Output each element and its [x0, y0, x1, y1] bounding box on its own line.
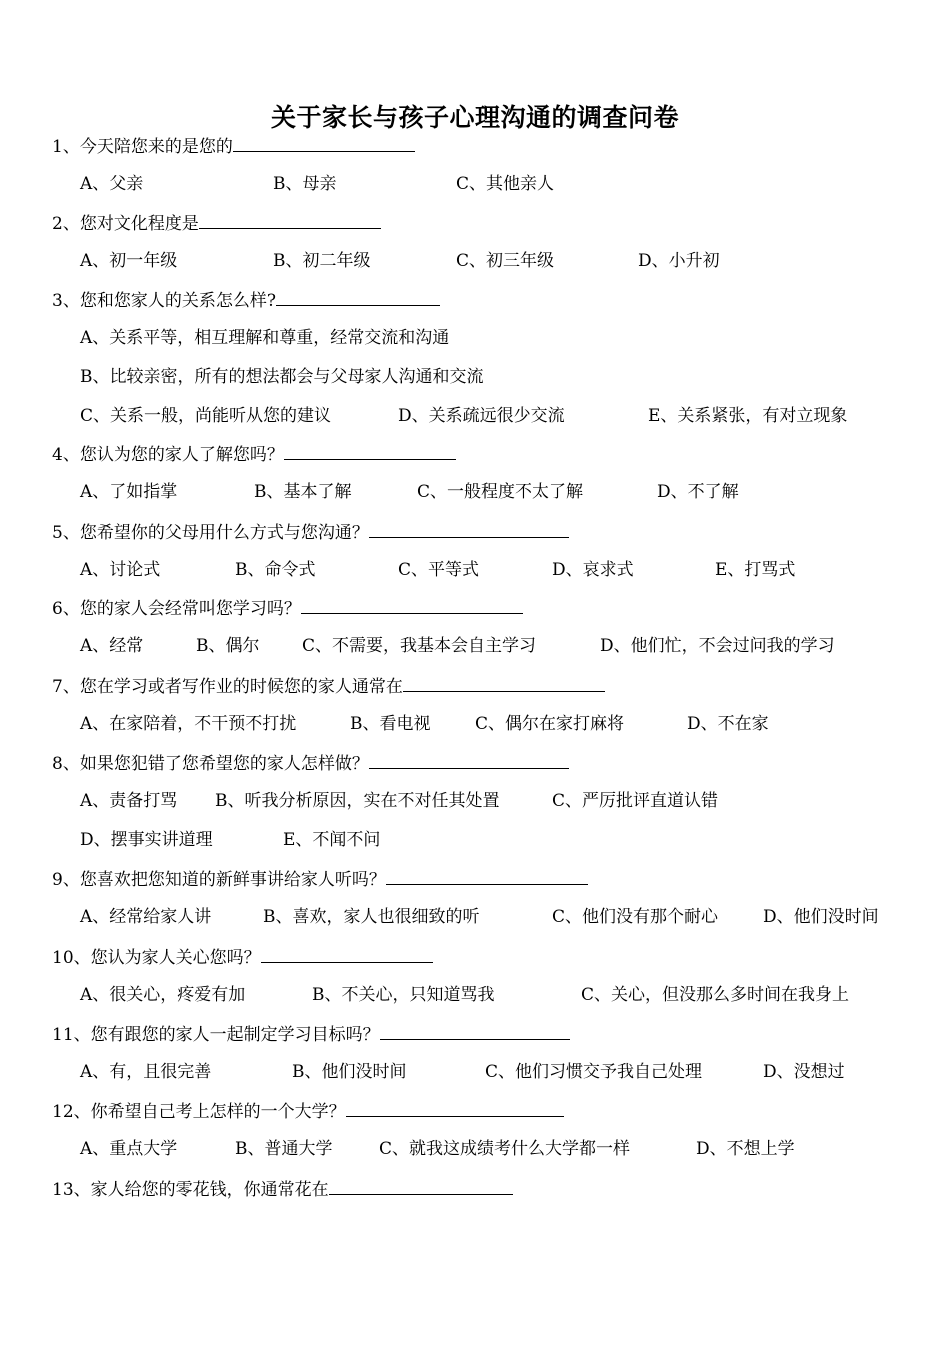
- option-row: [0, 713, 950, 735]
- question-8: [52, 752, 569, 775]
- option-item[interactable]: A、讨论式: [80, 560, 161, 580]
- question-10: [52, 946, 433, 969]
- question-6: [52, 597, 523, 620]
- option-item[interactable]: E、不闻不问: [283, 830, 381, 850]
- question-3: [52, 289, 440, 312]
- option-row: [0, 481, 950, 503]
- question-1: [52, 135, 415, 158]
- option-item[interactable]: B、命令式: [235, 560, 316, 580]
- option-item[interactable]: C、其他亲人: [456, 174, 555, 194]
- option-row: [0, 906, 950, 928]
- answer-blank[interactable]: [369, 752, 569, 769]
- question-7: [52, 675, 605, 698]
- option-item[interactable]: A、在家陪着，不干预不打扰: [80, 714, 297, 734]
- option-row: [0, 327, 950, 349]
- option-item[interactable]: A、关系平等，相互理解和尊重，经常交流和沟通: [80, 328, 450, 348]
- question-text: 6、您的家人会经常叫您学习吗？: [52, 599, 301, 619]
- option-item[interactable]: C、他们习惯交予我自己处理: [485, 1062, 703, 1082]
- answer-blank[interactable]: [199, 212, 381, 229]
- question-text: 13、家人给您的零花钱，你通常花在: [52, 1180, 329, 1200]
- option-item[interactable]: C、不需要，我基本会自主学习: [302, 636, 537, 656]
- answer-blank[interactable]: [233, 135, 415, 152]
- option-item[interactable]: C、平等式: [398, 560, 480, 580]
- option-item[interactable]: E、关系紧张，有对立现象: [648, 406, 848, 426]
- option-item[interactable]: B、他们没时间: [292, 1062, 407, 1082]
- option-item[interactable]: D、哀求式: [552, 560, 634, 580]
- option-item[interactable]: A、责备打骂: [80, 791, 178, 811]
- question-text: 11、您有跟您的家人一起制定学习目标吗？: [52, 1025, 380, 1045]
- option-item[interactable]: A、经常给家人讲: [80, 907, 212, 927]
- option-item[interactable]: B、听我分析原因，实在不对任其处置: [215, 791, 500, 811]
- question-text: 10、您认为家人关心您吗？: [52, 948, 261, 968]
- option-row: [0, 635, 950, 657]
- option-row: [0, 250, 950, 272]
- question-text: 8、如果您犯错了您希望您的家人怎样做？: [52, 754, 369, 774]
- option-item[interactable]: B、喜欢，家人也很细致的听: [263, 907, 480, 927]
- option-row: [0, 984, 950, 1006]
- question-9: [52, 868, 588, 891]
- option-item[interactable]: A、重点大学: [80, 1139, 178, 1159]
- option-item[interactable]: B、看电视: [350, 714, 431, 734]
- answer-blank[interactable]: [276, 289, 440, 306]
- question-4: [52, 443, 456, 466]
- option-item[interactable]: C、关系一般，尚能听从您的建议: [80, 406, 332, 426]
- option-item[interactable]: A、很关心，疼爱有加: [80, 985, 246, 1005]
- answer-blank[interactable]: [386, 868, 588, 885]
- option-item[interactable]: C、一般程度不太了解: [417, 482, 584, 502]
- option-item[interactable]: D、关系疏远很少交流: [398, 406, 565, 426]
- question-13: [52, 1178, 513, 1201]
- answer-blank[interactable]: [301, 597, 523, 614]
- question-text: 1、今天陪您来的是您的: [52, 137, 233, 157]
- option-item[interactable]: D、不想上学: [696, 1139, 795, 1159]
- option-item[interactable]: B、普通大学: [235, 1139, 333, 1159]
- option-item[interactable]: B、基本了解: [254, 482, 352, 502]
- option-item[interactable]: D、他们忙，不会过问我的学习: [600, 636, 835, 656]
- answer-blank[interactable]: [261, 946, 433, 963]
- option-item[interactable]: D、小升初: [638, 251, 720, 271]
- answer-blank[interactable]: [284, 443, 456, 460]
- question-12: [52, 1100, 564, 1123]
- option-item[interactable]: D、没想过: [763, 1062, 845, 1082]
- option-item[interactable]: A、初一年级: [80, 251, 178, 271]
- option-item[interactable]: C、偶尔在家打麻将: [475, 714, 625, 734]
- option-row: [0, 1138, 950, 1160]
- option-item[interactable]: A、了如指掌: [80, 482, 178, 502]
- question-text: 12、你希望自己考上怎样的一个大学？: [52, 1102, 346, 1122]
- option-item[interactable]: D、他们没时间: [763, 907, 879, 927]
- option-item[interactable]: B、初二年级: [273, 251, 371, 271]
- question-text: 4、您认为您的家人了解您吗？: [52, 445, 284, 465]
- question-11: [52, 1023, 570, 1046]
- option-row: [0, 405, 950, 427]
- option-item[interactable]: B、不关心，只知道骂我: [312, 985, 495, 1005]
- option-item[interactable]: C、严厉批评直道认错: [552, 791, 719, 811]
- question-2: [52, 212, 381, 235]
- option-row: [0, 829, 950, 851]
- option-item[interactable]: C、初三年级: [456, 251, 555, 271]
- option-item[interactable]: C、关心，但没那么多时间在我身上: [581, 985, 850, 1005]
- question-text: 9、您喜欢把您知道的新鲜事讲给家人听吗？: [52, 870, 386, 890]
- option-row: [0, 173, 950, 195]
- question-5: [52, 521, 569, 544]
- answer-blank[interactable]: [369, 521, 569, 538]
- page-title: 关于家长与孩子心理沟通的调查问卷: [270, 103, 679, 132]
- option-item[interactable]: A、经常: [80, 636, 144, 656]
- option-row: [0, 1061, 950, 1083]
- option-row: [0, 790, 950, 812]
- answer-blank[interactable]: [329, 1178, 513, 1195]
- option-item[interactable]: C、他们没有那个耐心: [552, 907, 719, 927]
- question-text: 7、您在学习或者写作业的时候您的家人通常在: [52, 677, 403, 697]
- answer-blank[interactable]: [380, 1023, 570, 1040]
- option-item[interactable]: B、偶尔: [196, 636, 260, 656]
- question-text: 3、您和您家人的关系怎么样?: [52, 291, 276, 311]
- answer-blank[interactable]: [403, 675, 605, 692]
- option-item[interactable]: A、父亲: [80, 174, 144, 194]
- option-item[interactable]: B、母亲: [273, 174, 337, 194]
- option-item[interactable]: D、摆事实讲道理: [80, 830, 213, 850]
- answer-blank[interactable]: [346, 1100, 564, 1117]
- option-item[interactable]: D、不在家: [687, 714, 769, 734]
- option-item[interactable]: B、比较亲密，所有的想法都会与父母家人沟通和交流: [80, 367, 484, 387]
- option-item[interactable]: D、不了解: [657, 482, 739, 502]
- question-text: 5、您希望你的父母用什么方式与您沟通？: [52, 523, 369, 543]
- option-item[interactable]: C、就我这成绩考什么大学都一样: [379, 1139, 631, 1159]
- option-item[interactable]: A、有，且很完善: [80, 1062, 212, 1082]
- question-text: 2、您对文化程度是: [52, 214, 199, 234]
- option-row: [0, 559, 950, 581]
- option-row: [0, 366, 950, 388]
- option-item[interactable]: E、打骂式: [715, 560, 796, 580]
